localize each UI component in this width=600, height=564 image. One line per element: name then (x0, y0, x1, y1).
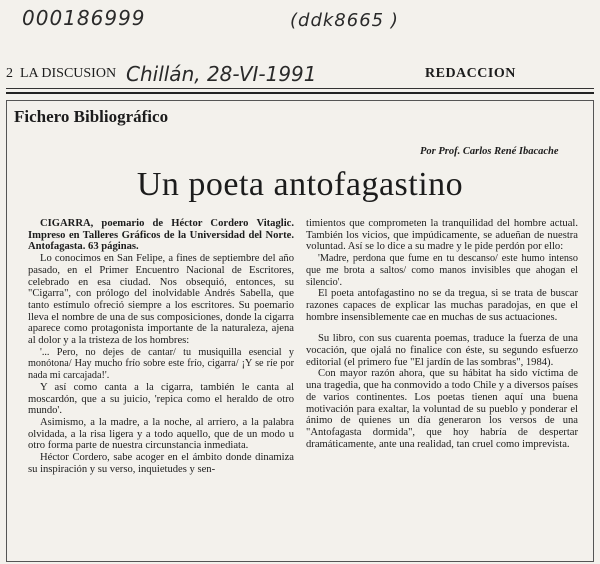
article-column-2 (306, 218, 578, 450)
article-title: Un poeta antofagastino (136, 166, 464, 203)
section-name: REDACCION (425, 66, 516, 81)
paragraph: Héctor Cordero, sabe acoger en el ámbito donde dinamiza su inspiración y su verso, inquietudes y sen- (28, 452, 294, 475)
page-number: 2 (6, 66, 13, 81)
paragraph: Y así como canta a la cigarra, también le canta al moscardón, que a su juicio, 'repica como el heraldo de otro mundo'. (28, 381, 294, 417)
article-byline: Por Prof. Carlos René Ibacache (420, 146, 559, 157)
paragraph: Su libro, con sus cuarenta poemas, traduce la fuerza de una vocación, que ojalá no finalice con éste, su segundo esfuerzo editorial (el primero fue "El jardín de las sombras", 1984). (306, 333, 578, 368)
book-reference: CIGARRA, poemario de Héctor Cordero Vitaglic. Impreso en Talleres Gráficos de la Universidad del Norte. Antofagasta. 63 páginas. (28, 218, 294, 253)
handwritten-id-number: 000186999 (22, 6, 146, 30)
handwritten-reference: (ddk8665 ) (290, 10, 399, 31)
paragraph: Con mayor razón ahora, que su hábitat ha sido víctima de una tragedia, que ha conmovido a todo Chile y a diversos países de varios continentes. Los poetas tienen aquí una buena motivación para exaltar, la voluntad de su pueblo y ponderar el ánimo de quienes un día generaron los versos de una "Antofagasta dormida", que hoy habría de despertar dramáticamente, ante una realidad, tan cruel como imprevista. (306, 368, 578, 450)
poem-quote: 'Madre, perdona que fume en tu descanso/ este humo intenso que me brota a saltos/ como manos invisibles que ahogan el silencio'. (306, 253, 578, 288)
paragraph: Asimismo, a la madre, a la noche, al arriero, a la palabra olvidada, a la risa ligera y a todo aquello, que de un modo u otro forma parte de nuestra circunstancia inmediata. (28, 416, 294, 452)
handwritten-place-date: Chillán, 28-VI-1991 (126, 62, 317, 86)
paragraph: timientos que comprometen la tranquilidad del hombre actual. También los vicios, que impúdicamente, se adueñan de nuestra voluntad. Así se lo dice a su madre y le pide perdón por ello: (306, 218, 578, 253)
article-kicker: Fichero Bibliográfico (14, 107, 169, 126)
newspaper-name: LA DISCUSION (20, 66, 117, 81)
paragraph: Lo conocimos en San Felipe, a fines de septiembre del año pasado, en el Primer Encuentro Nacional de Escritores, celebrado en esa ciudad. Nos obsequió, entonces, su "Cigarra", con prólogo del inolvidable Andrés Sabella, que tanto estímulo ofreció siempre a los escritores. Su poemario lleva el nombre de una de sus composiciones, donde la cigarra aparece como protagonista importante de la naturaleza, ajena al dolor y a la tristeza de los hombres: (28, 253, 294, 347)
header-rule (6, 88, 594, 89)
header-rule-thick (6, 92, 594, 94)
poem-quote: '... Pero, no dejes de cantar/ tu musiquilla esencial y monótona/ Hay mucho frío sobre este frío, cigarra/ ¡Y se ríe por nada mi carcajada!'. (28, 346, 294, 382)
article-column-1 (28, 218, 294, 475)
paragraph: El poeta antofagastino no se da tregua, si se trata de buscar razones capaces de explicar las muchas paradojas, en que el hombre insensiblemente cae en muchas de sus actuaciones. (306, 288, 578, 323)
